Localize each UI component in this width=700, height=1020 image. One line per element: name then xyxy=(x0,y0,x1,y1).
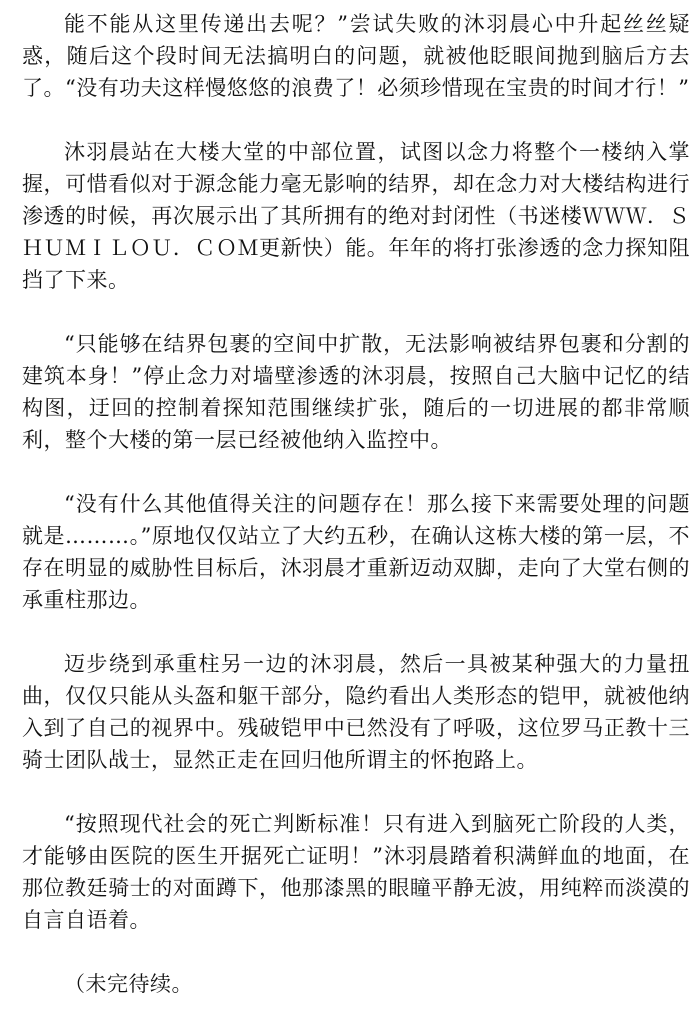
paragraph-5: 迈步绕到承重柱另一边的沐羽晨，然后一具被某种强大的力量扭曲，仅仅只能从头盔和躯干部分，隐约看出人类形态的铠甲，就被他纳入到了自己的视界中。残破铠甲中已然没有了呼吸，这位罗马正教十三骑士团队战士，显然正走在回归他所谓主的怀抱路上。 xyxy=(22,652,690,772)
paragraph-3: “只能够在结界包裹的空间中扩散，无法影响被结界包裹和分割的建筑本身！”停止念力对墙壁渗透的沐羽晨，按照自己大脑中记忆的结构图，迂回的控制着探知范围继续扩张，随后的一切进展的都非常顺利，整个大楼的第一层已经被他纳入监控中。 xyxy=(22,332,690,452)
paragraph-2: 沐羽晨站在大楼大堂的中部位置，试图以念力将整个一楼纳入掌握，可惜看似对于源念能力毫无影响的结界，却在念力对大楼结构进行渗透的时候，再次展示出了其所拥有的绝对封闭性（书迷楼ＷＷＷ．ＳＨＵＭＩＬＯＵ．ＣＯＭ更新快）能。年年的将打张渗透的念力探知阻挡了下来。 xyxy=(22,140,690,292)
paragraph-1: 能不能从这里传递出去呢？”尝试失败的沐羽晨心中升起丝丝疑惑，随后这个段时间无法搞明白的问题，就被他眨眼间抛到脑后方去了。“没有功夫这样慢悠悠的浪费了！必须珍惜现在宝贵的时间才行！” xyxy=(22,12,690,100)
paragraph-6: “按照现代社会的死亡判断标准！只有进入到脑死亡阶段的人类，才能够由医院的医生开据死亡证明！”沐羽晨踏着积满鲜血的地面，在那位教廷骑士的对面蹲下，他那漆黑的眼瞳平静无波，用纯粹而淡漠的自言自语着。 xyxy=(22,812,690,932)
paragraph-7-to-be-continued: （未完待续。 xyxy=(64,972,193,996)
paragraph-4: “没有什么其他值得关注的问题存在！那么接下来需要处理的问题就是………。”原地仅仅站立了大约五秒，在确认这栋大楼的第一层，不存在明显的威胁性目标后，沐羽晨才重新迈动双脚，走向了大堂右侧的承重柱那边。 xyxy=(22,492,690,612)
